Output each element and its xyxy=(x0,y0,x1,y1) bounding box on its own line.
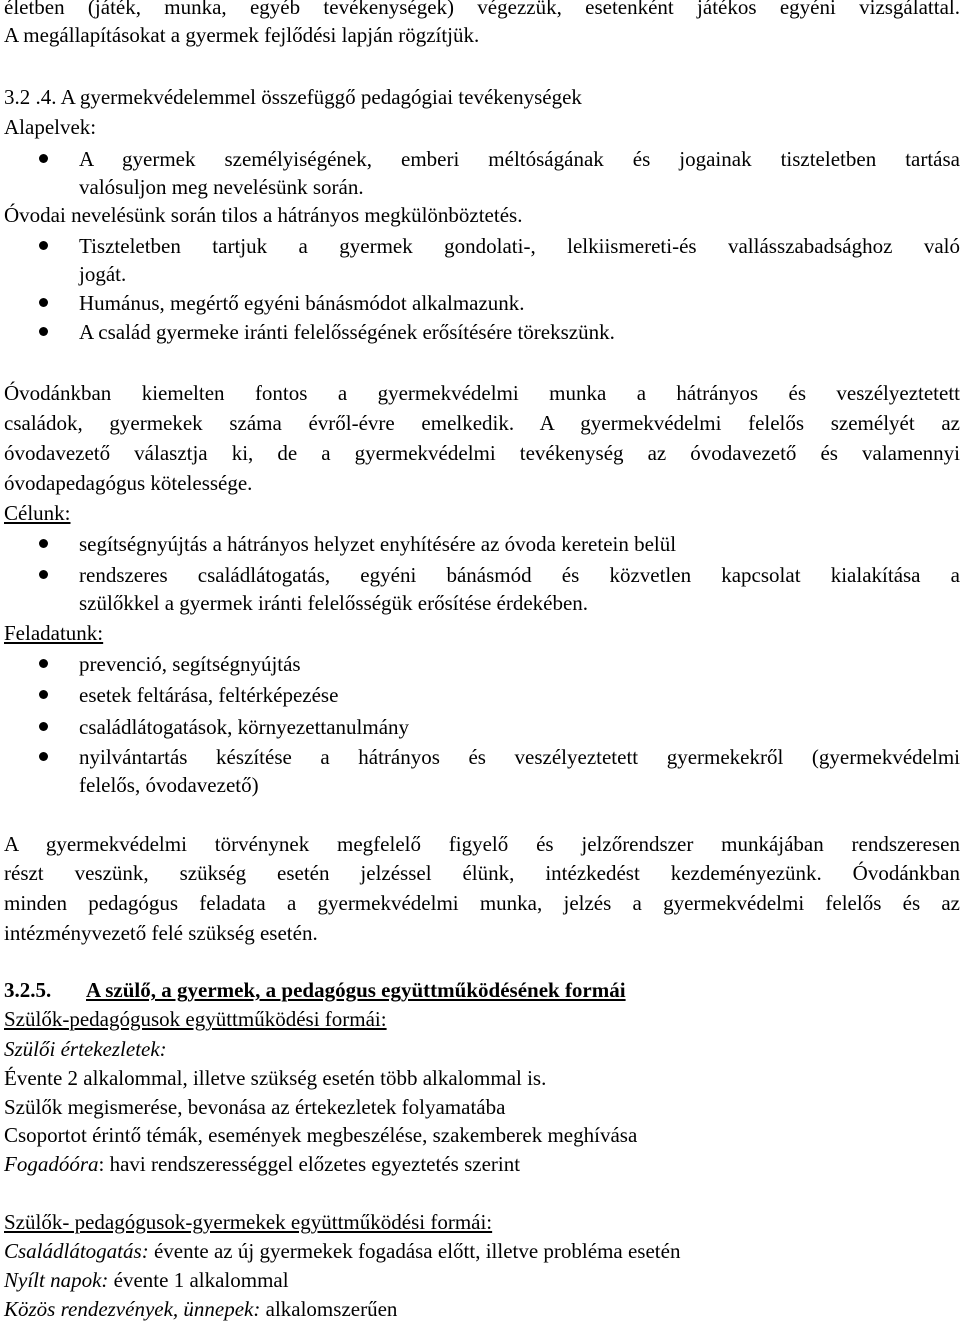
parent-teacher-forms-label: Szülők-pedagógusok együttműködési formái: xyxy=(4,1007,387,1031)
para-1-line-4: óvodapedagógus kötelessége. xyxy=(4,471,253,495)
task-3: családlátogatások, környezettanulmány xyxy=(79,715,410,739)
open-days-line xyxy=(4,1267,289,1293)
para-2-line-2: részt veszünk, szükség esetén jelzéssel élünk, intézkedést kezdeményezünk. Óvodánkban xyxy=(4,861,960,885)
bullet-icon xyxy=(39,722,48,731)
bullet-icon xyxy=(39,298,48,307)
para-1-line-2: családok, gyermekek száma évről-évre emelkedik. A gyermekvédelmi felelős személyét az xyxy=(4,411,960,435)
bullet-icon xyxy=(39,154,48,163)
bullet-icon xyxy=(39,539,48,548)
section-325-title: A szülő, a gyermek, a pedagógus együttműködésének formái xyxy=(86,978,626,1002)
common-events-text: alkalomszerűen xyxy=(260,1297,398,1321)
office-hours-label: Fogadóóra xyxy=(4,1152,99,1176)
bullet-icon xyxy=(39,752,48,761)
task-4-line-2: felelős, óvodavezető) xyxy=(79,773,259,797)
no-discrimination-line: Óvodai nevelésünk során tilos a hátrányos megkülönböztetés. xyxy=(4,203,523,227)
common-events-line xyxy=(4,1296,397,1322)
task-1: prevenció, segítségnyújtás xyxy=(79,652,301,676)
principle-2-line-2: jogát. xyxy=(79,262,127,286)
principles-label: Alapelvek: xyxy=(4,115,97,139)
open-days-text: évente 1 alkalommal xyxy=(108,1268,289,1292)
principle-3: Humánus, megértő egyéni bánásmódot alkalmazunk. xyxy=(79,291,525,315)
common-events-label: Közös rendezvények, ünnepek: xyxy=(4,1297,261,1321)
intro-line-1: életben (játék, munka, egyéb tevékenységek) végezzük, esetenként játékos egyéni vizsgálattal. xyxy=(4,0,960,19)
bullet-icon xyxy=(39,659,48,668)
principle-1-line-1: A gyermek személyiségének, emberi méltóságának és jogainak tiszteletben tartása xyxy=(79,147,960,171)
task-2: esetek feltárása, feltérképezése xyxy=(79,683,339,707)
bullet-icon xyxy=(39,327,48,336)
family-visit-text: évente az új gyermekek fogadása előtt, illetve probléma esetén xyxy=(148,1239,681,1263)
parent-teacher-child-forms-label: Szülők- pedagógusok-gyermekek együttműködési formái: xyxy=(4,1210,493,1234)
para-1-line-3: óvodavezető választja ki, de a gyermekvédelmi tevékenység az óvodavezető és valamennyi xyxy=(4,441,960,465)
open-days-label: Nyílt napok: xyxy=(4,1268,109,1292)
para-2-line-4: intézményvezető felé szükség esetén. xyxy=(4,921,318,945)
parent-meetings-line-2: Szülők megismerése, bevonása az értekezletek folyamatába xyxy=(4,1095,506,1119)
bullet-icon xyxy=(39,690,48,699)
para-2-line-3: minden pedagógus feladata a gyermekvédelmi munka, jelzés a gyermekvédelmi felelős és az xyxy=(4,891,960,915)
office-hours-text: : havi rendszerességgel előzetes egyeztetés szerint xyxy=(98,1152,521,1176)
family-visit-line xyxy=(4,1238,680,1264)
bullet-icon xyxy=(39,241,48,250)
principle-4: A család gyermeke iránti felelősségének erősítésére törekszünk. xyxy=(79,320,615,344)
task-label: Feladatunk: xyxy=(4,621,104,645)
goal-label: Célunk: xyxy=(4,501,71,525)
parent-meetings-label: Szülői értekezletek: xyxy=(4,1037,167,1061)
principle-2-line-1: Tiszteletben tartjuk a gyermek gondolati-, lelkiismereti-és vallásszabadsághoz való xyxy=(79,234,960,258)
para-2-line-1: A gyermekvédelmi törvénynek megfelelő figyelő és jelzőrendszer munkájában rendszeresen xyxy=(4,832,960,856)
goal-2-line-2: szülőkkel a gyermek iránti felelősségük erősítése érdekében. xyxy=(79,591,589,615)
family-visit-label: Családlátogatás: xyxy=(4,1239,149,1263)
office-hours-line xyxy=(4,1151,520,1177)
goal-2-line-1: rendszeres családlátogatás, egyéni bánásmód és közvetlen kapcsolat kialakítása a xyxy=(79,563,960,587)
bullet-icon xyxy=(39,570,48,579)
task-4-line-1: nyilvántartás készítése a hátrányos és veszélyeztetett gyermekekről (gyermekvédelmi xyxy=(79,745,960,769)
section-325-number: 3.2.5. xyxy=(4,978,52,1002)
para-1-line-1: Óvodánkban kiemelten fontos a gyermekvédelmi munka a hátrányos és veszélyeztetett xyxy=(4,381,960,405)
section-324-heading: 3.2 .4. A gyermekvédelemmel összefüggő pedagógiai tevékenységek xyxy=(4,85,582,109)
parent-meetings-line-1: Évente 2 alkalommal, illetve szükség esetén több alkalommal is. xyxy=(4,1066,547,1090)
parent-meetings-line-3: Csoportot érintő témák, események megbeszélése, szakemberek meghívása xyxy=(4,1123,638,1147)
principle-1-line-2: valósuljon meg nevelésünk során. xyxy=(79,175,364,199)
intro-line-2: A megállapításokat a gyermek fejlődési lapján rögzítjük. xyxy=(4,23,480,47)
goal-1: segítségnyújtás a hátrányos helyzet enyhítésére az óvoda keretein belül xyxy=(79,532,677,556)
